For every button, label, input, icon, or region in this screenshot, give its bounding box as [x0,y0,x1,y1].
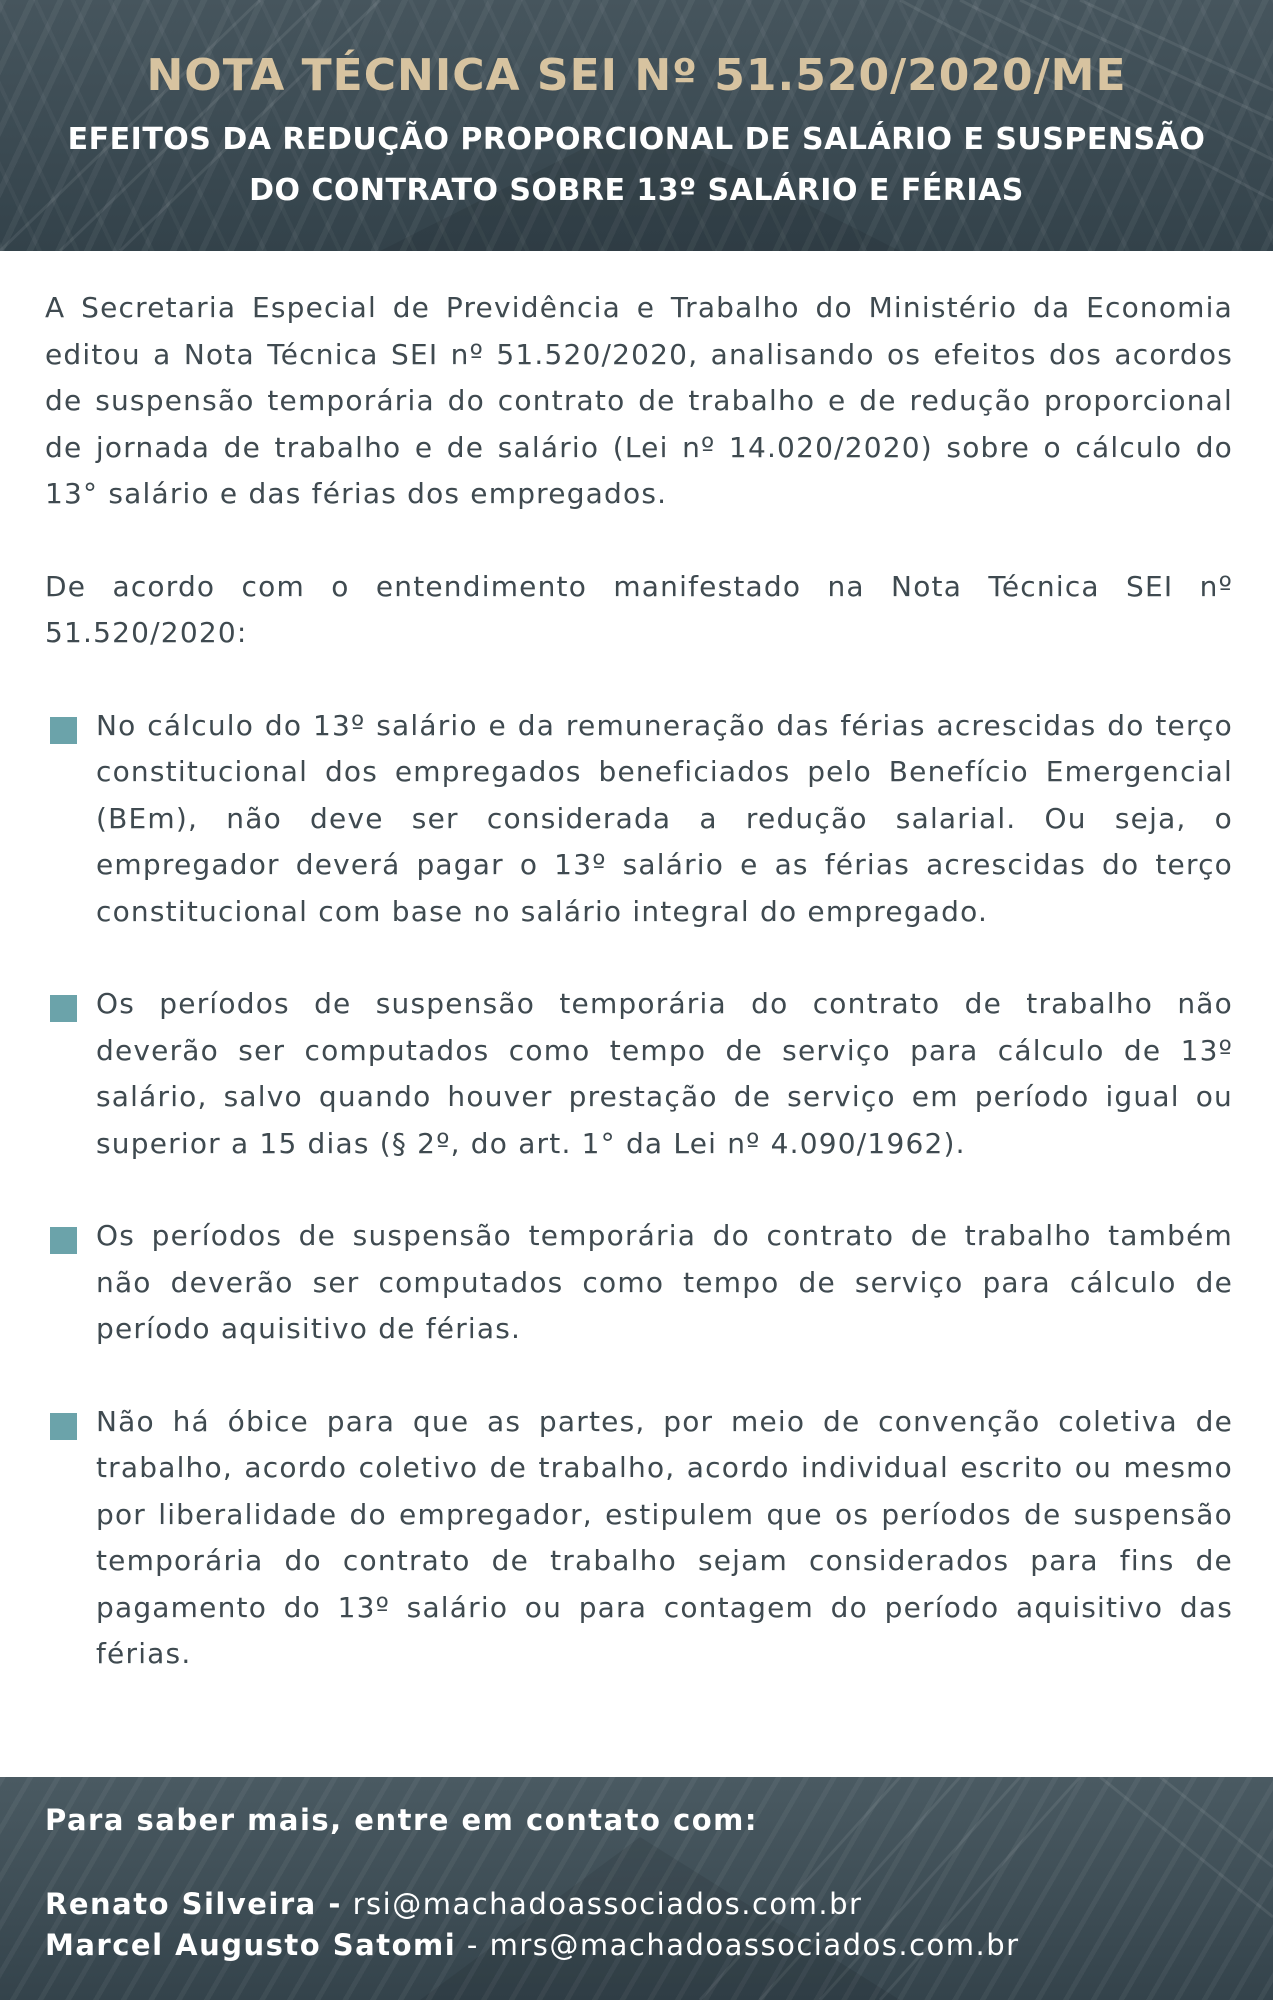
square-bullet-icon [50,1227,77,1254]
contact-email-link[interactable]: rsi@machadoassociados.com.br [341,1887,863,1921]
lead-paragraph: De acordo com o entendimento manifestado na Nota Técnica SEI nº 51.520/2020: [45,569,1233,649]
header-banner [0,0,1273,251]
bullet-text: Os períodos de suspensão temporária do contrato de trabalho também não deverão ser computados como tempo de serviço para cálculo de período aquisitivo de férias. [96,1219,1233,1345]
square-bullet-icon [50,1413,77,1440]
contact-name: Marcel Augusto Satomi [45,1928,457,1962]
square-bullet-icon [50,995,77,1022]
page-subtitle [60,114,1213,216]
subtitle-line-2: DO CONTRATO SOBRE 13º SALÁRIO E FÉRIAS [249,173,1024,208]
contact-marcel [45,1928,1020,1962]
contact-footer [0,1777,1273,2000]
bullet-list [45,703,1233,1678]
bullet-text: Não há óbice para que as partes, por meio de convenção coletiva de trabalho, acordo coletivo de trabalho, acordo individual escrito ou mesmo por liberalidade do empregador, estipulem que os períodos de suspensão temporária do contrato de trabalho sejam considerados para fins de pagamento do 13º salário ou para contagem do período aquisitivo das férias. [96,1404,1233,1670]
main-content [45,285,1233,1678]
subtitle-line-1: EFEITOS DA REDUÇÃO PROPORCIONAL DE SALÁRIO E SUSPENSÃO [67,122,1206,157]
bullet-text: No cálculo do 13º salário e da remuneração das férias acrescidas do terço constitucional dos empregados beneficiados pelo Benefício Emergencial (BEm), não deve ser considerada a redução salarial. Ou seja, o empregador deverá pagar o 13º salário e as férias acrescidas do terço constitucional com base no salário integral do empregado. [96,708,1233,928]
contact-renato [45,1887,862,1921]
list-item [45,981,1233,1167]
contact-email-link[interactable]: - mrs@machadoassociados.com.br [456,1928,1020,1962]
intro-paragraph: A Secretaria Especial de Previdência e Trabalho do Ministério da Economia editou a Nota Técnica SEI nº 51.520/2020, analisando os efeitos dos acordos de suspensão temporária do contrato de trabalho e de redução proporcional de jornada de trabalho e de salário (Lei nº 14.020/2020) sobre o cálculo do 13° salário e das férias dos empregados. [45,291,1233,510]
square-bullet-icon [50,717,77,744]
page-title: NOTA TÉCNICA SEI Nº 51.520/2020/ME [146,50,1127,101]
contact-heading: Para saber mais, entre em contato com: [45,1803,758,1837]
bullet-text: Os períodos de suspensão temporária do contrato de trabalho não deverão ser computados como tempo de serviço para cálculo de 13º salário, salvo quando houver prestação de serviço em período igual ou superior a 15 dias (§ 2º, do art. 1° da Lei nº 4.090/1962). [96,987,1233,1160]
list-item [45,1399,1233,1678]
contact-name: Renato Silveira - [45,1887,342,1921]
list-item [45,703,1233,936]
list-item [45,1213,1233,1353]
